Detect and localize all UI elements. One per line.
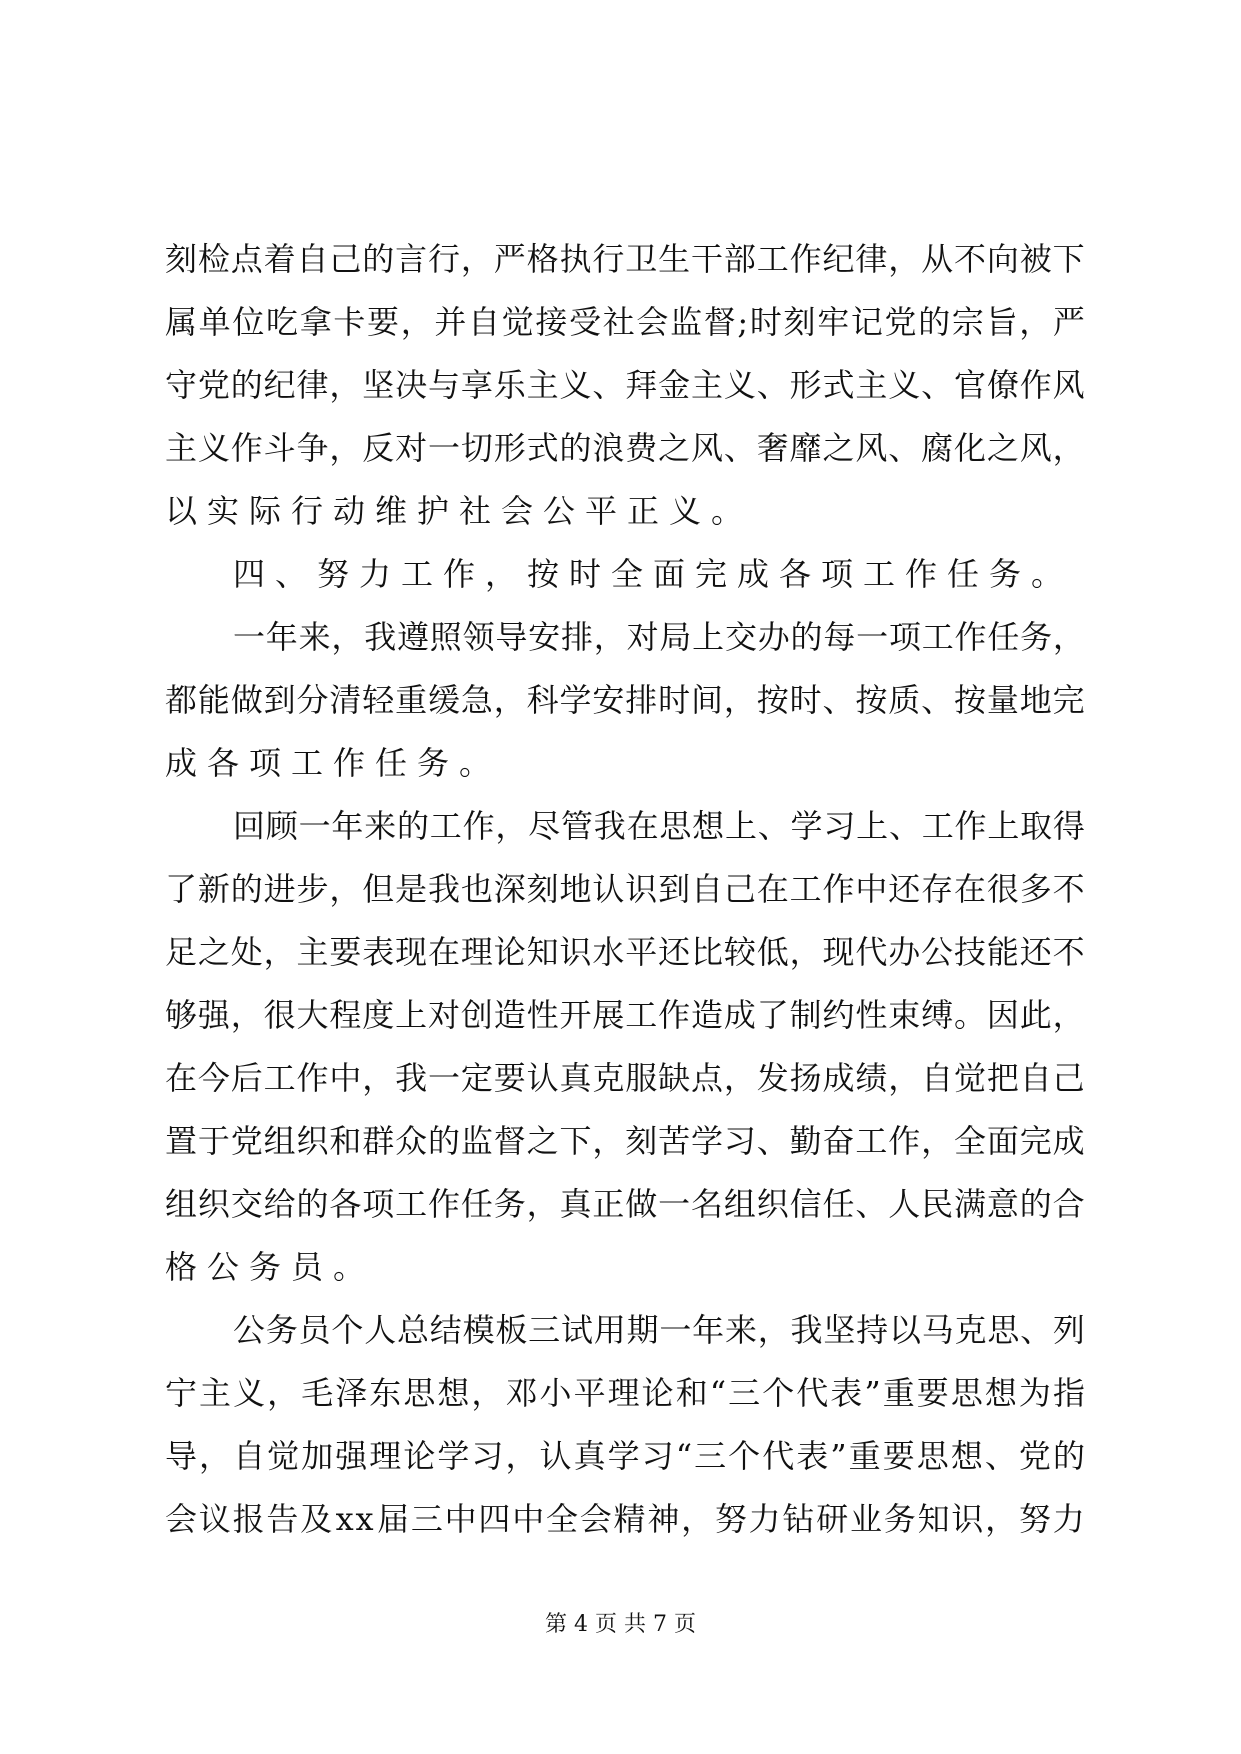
text-line: 属 单 位 吃 拿 卡 要 ， 并 自 觉 接 受 社 会 监 督 ; 时 刻 牢 记 党 的 宗 旨 ， 严: [165, 303, 1085, 341]
text-line: 成各项工作任务。: [165, 744, 502, 782]
page-footer: 第 4 页 共 7 页: [545, 1612, 696, 1637]
text-line: 主 义 作 斗 争 ， 反 对 一 切 形 式 的 浪 费 之 风 、 奢 靡 之 风 、 腐 化 之 风 ，: [165, 429, 1085, 467]
text-line: 置 于 党 组 织 和 群 众 的 监 督 之 下 ， 刻 苦 学 习 、 勤 奋 工 作 ， 全 面 完 成: [165, 1122, 1085, 1160]
text-line: 一 年 来 ， 我 遵 照 领 导 安 排 ， 对 局 上 交 办 的 每 一 项 工 作 任 务 ，: [233, 618, 1085, 656]
text-line: 导 ， 自 觉 加 强 理 论 学 习 ， 认 真 学 习 “ 三 个 代 表 ” 重 要 思 想 、 党 的: [165, 1437, 1085, 1475]
body-text: [165, 228, 1085, 1551]
text-line: 在 今 后 工 作 中 ， 我 一 定 要 认 真 克 服 缺 点 ， 发 扬 成 绩 ， 自 觉 把 自 己: [165, 1059, 1085, 1097]
text-line: 会 议 报 告 及 x x 届 三 中 四 中 全 会 精 神 ， 努 力 钻 研 业 务 知 识 ， 努 力: [165, 1500, 1085, 1538]
text-line: 宁 主 义 ， 毛 泽 东 思 想 ， 邓 小 平 理 论 和 “ 三 个 代 表 ” 重 要 思 想 为 指: [165, 1374, 1085, 1412]
text-line: 足 之 处 ， 主 要 表 现 在 理 论 知 识 水 平 还 比 较 低 ， 现 代 办 公 技 能 还 不: [165, 933, 1085, 971]
text-line: 公 务 员 个 人 总 结 模 板 三 试 用 期 一 年 来 ， 我 坚 持 以 马 克 思 、 列: [233, 1311, 1085, 1349]
text-line: 回 顾 一 年 来 的 工 作 ， 尽 管 我 在 思 想 上 、 学 习 上 、 工 作 上 取 得: [233, 807, 1085, 845]
text-line: 以实际行动维护社会公平正义。: [165, 492, 754, 530]
text-line: 了 新 的 进 步 ， 但 是 我 也 深 刻 地 认 识 到 自 己 在 工 作 中 还 存 在 很 多 不: [165, 870, 1085, 908]
text-line: 刻 检 点 着 自 己 的 言 行 ， 严 格 执 行 卫 生 干 部 工 作 纪 律 ， 从 不 向 被 下: [165, 240, 1085, 278]
text-line: 格公务员。: [165, 1248, 376, 1286]
text-line: 组 织 交 给 的 各 项 工 作 任 务 ， 真 正 做 一 名 组 织 信 任 、 人 民 满 意 的 合: [165, 1185, 1085, 1223]
text-line: 够 强 ， 很 大 程 度 上 对 创 造 性 开 展 工 作 造 成 了 制 约 性 束 缚 。 因 此 ，: [165, 996, 1085, 1034]
text-line: 守 党 的 纪 律 ， 坚 决 与 享 乐 主 义 、 拜 金 主 义 、 形 式 主 义 、 官 僚 作 风: [165, 366, 1085, 404]
text-line: 四、努力工作，按时全面完成各项工作任务。: [233, 555, 1074, 593]
text-line: 都 能 做 到 分 清 轻 重 缓 急 ， 科 学 安 排 时 间 ， 按 时 、 按 质 、 按 量 地 完: [165, 681, 1085, 719]
